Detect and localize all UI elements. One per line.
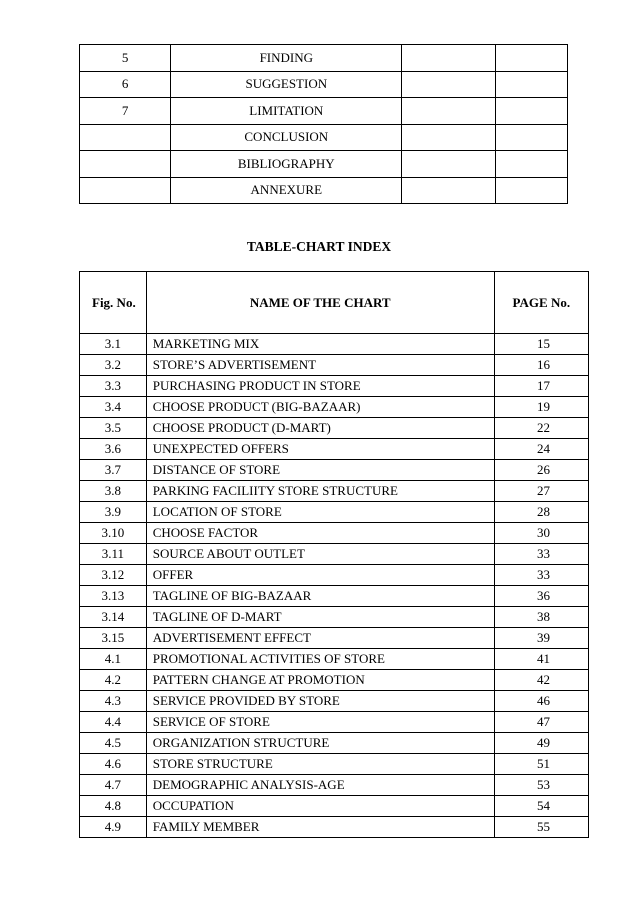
page-number: 28: [494, 502, 588, 523]
table-row: [80, 775, 589, 796]
chart-name: LOCATION OF STORE: [146, 502, 494, 523]
fig-number: 3.7: [80, 460, 147, 481]
page-number: 46: [494, 691, 588, 712]
page-number: 38: [494, 607, 588, 628]
fig-number: 3.11: [80, 544, 147, 565]
fig-number: 4.1: [80, 649, 147, 670]
table-row: [80, 712, 589, 733]
contents-number: [80, 124, 171, 151]
chart-name: SERVICE PROVIDED BY STORE: [146, 691, 494, 712]
fig-number: 3.1: [80, 334, 147, 355]
contents-number: 6: [80, 71, 171, 98]
page-number: 15: [494, 334, 588, 355]
table-row: [80, 502, 589, 523]
contents-empty-cell: [495, 71, 567, 98]
contents-number: [80, 177, 171, 204]
page-number: 41: [494, 649, 588, 670]
contents-row: [80, 45, 568, 72]
page-number: 27: [494, 481, 588, 502]
page-number: 53: [494, 775, 588, 796]
chart-name: CHOOSE PRODUCT (BIG-BAZAAR): [146, 397, 494, 418]
chart-name-header: NAME OF THE CHART: [146, 272, 494, 334]
chart-index-title: TABLE-CHART INDEX: [246, 239, 392, 254]
page-no-header: PAGE No.: [494, 272, 588, 334]
contents-table: [79, 44, 568, 204]
page-number: 39: [494, 628, 588, 649]
contents-empty-cell: [495, 45, 567, 72]
fig-number: 3.14: [80, 607, 147, 628]
page-number: 54: [494, 796, 588, 817]
page-number: 51: [494, 754, 588, 775]
fig-number: 4.5: [80, 733, 147, 754]
contents-row: [80, 124, 568, 151]
contents-empty-cell: [495, 124, 567, 151]
chart-name: CHOOSE PRODUCT (D-MART): [146, 418, 494, 439]
table-row: [80, 565, 589, 586]
chart-name: MARKETING MIX: [146, 334, 494, 355]
chart-name: DEMOGRAPHIC ANALYSIS-AGE: [146, 775, 494, 796]
contents-title: CONCLUSION: [171, 124, 402, 151]
contents-title: SUGGESTION: [171, 71, 402, 98]
table-row: [80, 754, 589, 775]
fig-number: 4.8: [80, 796, 147, 817]
chart-name: TAGLINE OF D-MART: [146, 607, 494, 628]
table-row: [80, 439, 589, 460]
page-number: 19: [494, 397, 588, 418]
page-number: 33: [494, 565, 588, 586]
chart-name: ADVERTISEMENT EFFECT: [146, 628, 494, 649]
chart-name: ORGANIZATION STRUCTURE: [146, 733, 494, 754]
chart-name: STORE’S ADVERTISEMENT: [146, 355, 494, 376]
fig-number: 3.2: [80, 355, 147, 376]
chart-name: PATTERN CHANGE AT PROMOTION: [146, 670, 494, 691]
fig-number: 3.5: [80, 418, 147, 439]
contents-row: [80, 177, 568, 204]
contents-empty-cell: [402, 124, 495, 151]
contents-row: [80, 71, 568, 98]
chart-index-header-row: [80, 272, 589, 334]
chart-index-body: [80, 334, 589, 838]
contents-number: [80, 151, 171, 178]
contents-row: [80, 98, 568, 125]
contents-empty-cell: [402, 71, 495, 98]
chart-name: CHOOSE FACTOR: [146, 523, 494, 544]
fig-number: 3.13: [80, 586, 147, 607]
table-row: [80, 796, 589, 817]
fig-number: 4.2: [80, 670, 147, 691]
fig-number: 3.4: [80, 397, 147, 418]
fig-no-header: Fig. No.: [80, 272, 147, 334]
chart-name: OFFER: [146, 565, 494, 586]
table-row: [80, 418, 589, 439]
page-number: 42: [494, 670, 588, 691]
table-row: [80, 586, 589, 607]
page-number: 26: [494, 460, 588, 481]
fig-number: 4.9: [80, 817, 147, 838]
contents-title: LIMITATION: [171, 98, 402, 125]
contents-row: [80, 151, 568, 178]
contents-empty-cell: [495, 151, 567, 178]
table-row: [80, 628, 589, 649]
table-row: [80, 334, 589, 355]
table-row: [80, 544, 589, 565]
page-number: 22: [494, 418, 588, 439]
contents-number: 7: [80, 98, 171, 125]
page-number: 17: [494, 376, 588, 397]
table-row: [80, 460, 589, 481]
fig-number: 3.15: [80, 628, 147, 649]
chart-name: OCCUPATION: [146, 796, 494, 817]
fig-number: 3.3: [80, 376, 147, 397]
chart-name: SERVICE OF STORE: [146, 712, 494, 733]
page-number: 49: [494, 733, 588, 754]
chart-name: PURCHASING PRODUCT IN STORE: [146, 376, 494, 397]
contents-empty-cell: [402, 45, 495, 72]
contents-empty-cell: [402, 177, 495, 204]
page-number: 33: [494, 544, 588, 565]
table-row: [80, 691, 589, 712]
contents-empty-cell: [495, 98, 567, 125]
page-number: 36: [494, 586, 588, 607]
page-number: 16: [494, 355, 588, 376]
contents-empty-cell: [402, 98, 495, 125]
page-number: 55: [494, 817, 588, 838]
table-row: [80, 397, 589, 418]
fig-number: 3.12: [80, 565, 147, 586]
chart-name: UNEXPECTED OFFERS: [146, 439, 494, 460]
contents-title: ANNEXURE: [171, 177, 402, 204]
page-number: 30: [494, 523, 588, 544]
fig-number: 3.9: [80, 502, 147, 523]
chart-name: PARKING FACILIITY STORE STRUCTURE: [146, 481, 494, 502]
chart-name: FAMILY MEMBER: [146, 817, 494, 838]
contents-title: FINDING: [171, 45, 402, 72]
fig-number: 3.10: [80, 523, 147, 544]
table-row: [80, 649, 589, 670]
fig-number: 4.4: [80, 712, 147, 733]
page-number: 24: [494, 439, 588, 460]
chart-index-header: [80, 272, 589, 334]
chart-name: PROMOTIONAL ACTIVITIES OF STORE: [146, 649, 494, 670]
chart-index-table: [79, 271, 589, 838]
contents-empty-cell: [402, 151, 495, 178]
chart-name: DISTANCE OF STORE: [146, 460, 494, 481]
contents-number: 5: [80, 45, 171, 72]
contents-empty-cell: [495, 177, 567, 204]
fig-number: 4.7: [80, 775, 147, 796]
table-row: [80, 376, 589, 397]
table-row: [80, 607, 589, 628]
table-row: [80, 355, 589, 376]
fig-number: 3.8: [80, 481, 147, 502]
contents-title: BIBLIOGRAPHY: [171, 151, 402, 178]
table-row: [80, 523, 589, 544]
table-row: [80, 817, 589, 838]
table-row: [80, 733, 589, 754]
contents-table-body: [80, 45, 568, 204]
fig-number: 4.3: [80, 691, 147, 712]
table-row: [80, 481, 589, 502]
page-number: 47: [494, 712, 588, 733]
chart-name: STORE STRUCTURE: [146, 754, 494, 775]
chart-name: SOURCE ABOUT OUTLET: [146, 544, 494, 565]
table-row: [80, 670, 589, 691]
chart-name: TAGLINE OF BIG-BAZAAR: [146, 586, 494, 607]
fig-number: 4.6: [80, 754, 147, 775]
fig-number: 3.6: [80, 439, 147, 460]
